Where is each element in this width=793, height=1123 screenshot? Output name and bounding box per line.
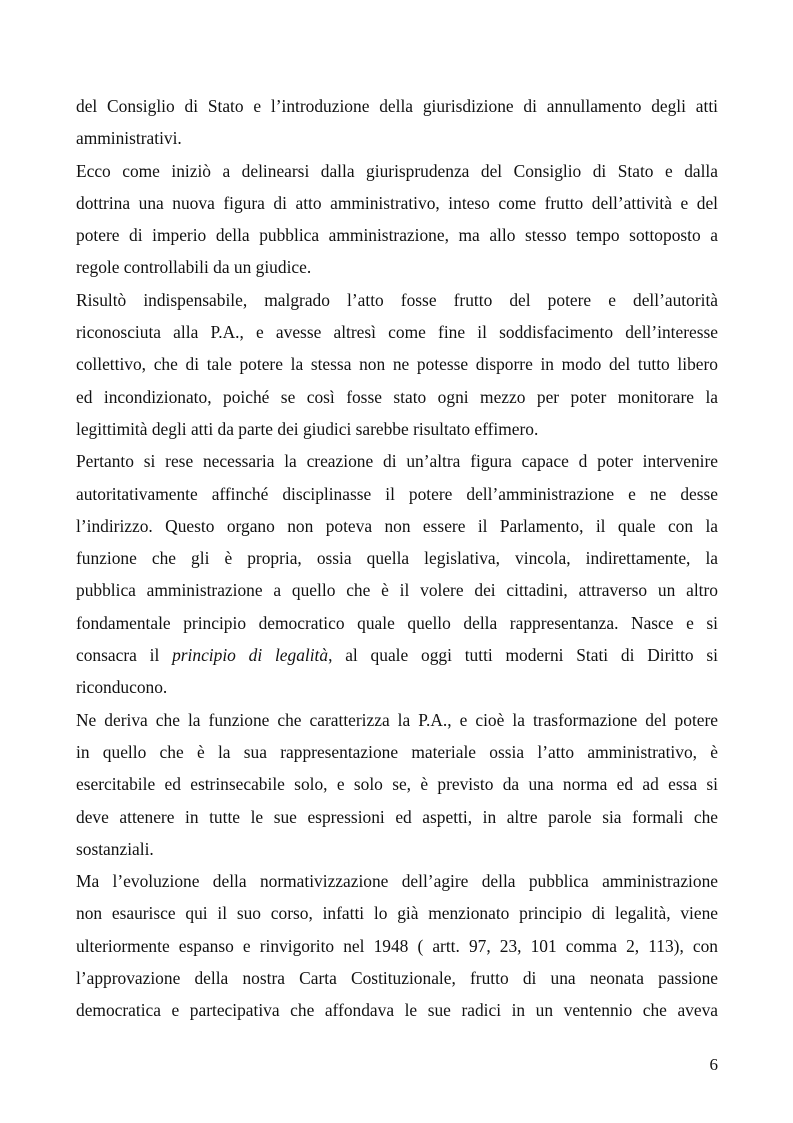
page-number: 6 <box>709 1055 718 1074</box>
text-line <box>76 639 718 671</box>
text-line: fondamentale principio democratico quale quello della rappresentanza. Nasce e si <box>76 612 718 633</box>
text-line: riconosciuta alla P.A., e avesse altresì come fine il soddisfacimento dell’interesse <box>76 322 718 343</box>
text-line: non esaurisce qui il suo corso, infatti lo già menzionato principio di legalità, viene <box>76 903 718 924</box>
text-line: potere di imperio della pubblica amministrazione, ma allo stesso tempo sottoposto a <box>76 225 718 246</box>
italic-term: principio di legalità <box>172 645 329 666</box>
text-line: collettivo, che di tale potere la stessa non ne potesse disporre in modo del tutto libero <box>76 354 718 375</box>
text-line: deve attenere in tutte le sue espressioni ed aspetti, in altre parole sia formali che <box>76 806 718 827</box>
text-line: riconducono. <box>76 677 168 698</box>
text-line: del Consiglio di Stato e l’introduzione della giurisdizione di annullamento degli atti <box>76 96 718 116</box>
text-line: amministrativi. <box>76 128 182 149</box>
text-line: regole controllabili da un giudice. <box>76 257 312 278</box>
text-segment: consacra il <box>76 645 173 666</box>
text-segment: , al quale oggi tutti moderni Stati di Diritto si <box>328 645 718 666</box>
text-line: legittimità degli atti da parte dei giudici sarebbe risultato effimero. <box>76 418 539 439</box>
text-line: dottrina una nuova figura di atto amministrativo, inteso come frutto dell’attività e del <box>76 192 718 213</box>
text-line: esercitabile ed estrinsecabile solo, e solo se, è previsto da una norma ed ad essa si <box>76 774 718 795</box>
text-line: democratica e partecipativa che affondava le sue radici in un ventennio che aveva <box>76 1000 718 1021</box>
text-line: Ma l’evoluzione della normativizzazione dell’agire della pubblica amministrazione <box>76 871 718 892</box>
text-line: ulteriormente espanso e rinvigorito nel 1948 ( artt. 97, 23, 101 comma 2, 113), con <box>76 935 718 956</box>
text-line: pubblica amministrazione a quello che è il volere dei cittadini, attraverso un altro <box>76 580 718 601</box>
text-line: l’indirizzo. Questo organo non poteva non essere il Parlamento, il quale con la <box>76 515 718 536</box>
text-line: Pertanto si rese necessaria la creazione di un’altra figura capace d poter intervenire <box>76 451 718 472</box>
text-line: ed incondizionato, poiché se così fosse stato ogni mezzo per poter monitorare la <box>76 386 718 407</box>
text-line: sostanziali. <box>76 838 154 859</box>
text-line: l’approvazione della nostra Carta Costituzionale, frutto di una neonata passione <box>76 968 718 989</box>
text-line: Ecco come iniziò a delinearsi dalla giurisprudenza del Consiglio di Stato e dalla <box>76 160 718 181</box>
text-line: funzione che gli è propria, ossia quella legislativa, vincola, indirettamente, la <box>76 548 718 569</box>
text-line: autoritativamente affinché disciplinasse il potere dell’amministrazione e ne desse <box>76 483 718 504</box>
text-line: Risultò indispensabile, malgrado l’atto fosse frutto del potere e dell’autorità <box>76 289 718 310</box>
text-line: in quello che è la sua rappresentazione materiale ossia l’atto amministrativo, è <box>76 741 718 762</box>
body-text <box>76 90 718 1027</box>
text-line: Ne deriva che la funzione che caratterizza la P.A., e cioè la trasformazione del potere <box>76 709 718 730</box>
